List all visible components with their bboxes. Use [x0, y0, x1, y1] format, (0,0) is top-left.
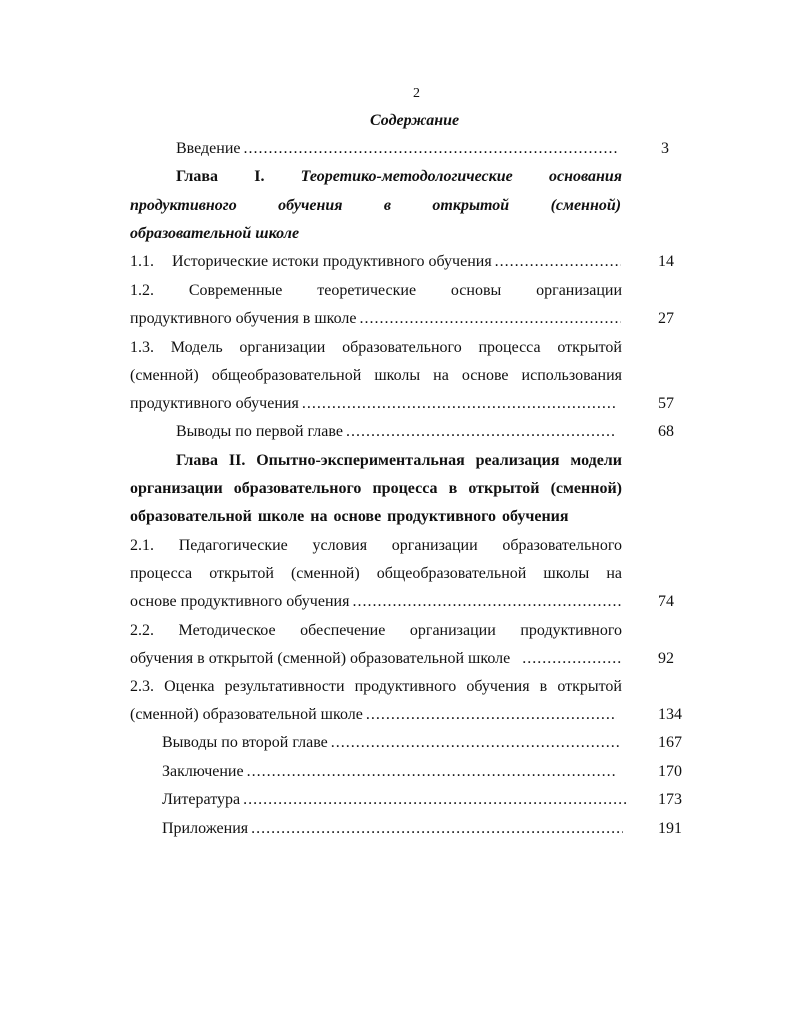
toc-entry-2-1-line-3[interactable]	[130, 591, 621, 613]
chapter-1-heading-line-3: образовательной школе	[130, 225, 300, 242]
toc-entry-2-2-line-2[interactable]	[130, 648, 621, 670]
chapter-word: Глава	[176, 168, 218, 185]
toc-label: Введение	[176, 140, 241, 157]
leader-dots	[328, 732, 619, 754]
toc-page: 14	[658, 253, 674, 270]
toc-entry-ch1-conclusions[interactable]	[176, 421, 617, 443]
chapter-1-heading-line-1	[176, 166, 622, 188]
toc-label: основе продуктивного обучения	[130, 593, 350, 610]
chapter-2-heading-line-2: организации образовательного процесса в открытой (сменной)	[130, 480, 622, 497]
toc-word: основы	[450, 282, 502, 299]
toc-entry-1-2-line-2[interactable]	[130, 308, 621, 330]
toc-label: (сменной) образовательной школе	[130, 706, 363, 723]
toc-entry-1-2-line-1[interactable]	[130, 280, 622, 302]
section-number: 1.1.	[130, 253, 154, 270]
toc-label: Приложения	[162, 820, 249, 837]
leader-dots	[357, 308, 621, 330]
toc-page: 27	[658, 310, 674, 327]
toc-entry-appendices[interactable]	[162, 818, 623, 840]
toc-entry-1-3-line-2[interactable]: (сменной) общеобразовательной школы на основе использования	[130, 367, 622, 384]
toc-entry-1-1[interactable]	[130, 251, 621, 273]
leader-dots	[343, 421, 617, 443]
toc-entry-ch2-conclusions[interactable]	[162, 732, 619, 754]
leader-dots	[510, 648, 621, 670]
chapter-1-heading-line-2	[130, 195, 621, 217]
chapter-title-word: Теоретико-методологические	[300, 168, 513, 185]
toc-entry-2-3-line-1[interactable]: 2.3. Оценка результативности продуктивного обучения в открытой	[130, 678, 622, 695]
toc-page: 134	[658, 706, 682, 723]
toc-page: 68	[658, 423, 674, 440]
leader-dots	[248, 818, 623, 840]
leader-dots	[241, 138, 619, 160]
toc-label: Исторические истоки продуктивного обучения	[172, 253, 492, 270]
chapter-title-word: продуктивного	[130, 197, 237, 214]
toc-title: Содержание	[370, 112, 460, 129]
leader-dots	[349, 591, 621, 613]
toc-entry-2-1-line-2[interactable]: процесса открытой (сменной) общеобразовательной школы на	[130, 565, 622, 582]
chapter-title-word: в	[383, 197, 392, 214]
toc-entry-2-2-line-1[interactable]: 2.2. Методическое обеспечение организации продуктивного	[130, 622, 622, 639]
toc-page: 170	[658, 763, 682, 780]
toc-entry-intro[interactable]	[176, 138, 618, 160]
toc-entry-1-3-line-3[interactable]	[130, 393, 617, 415]
toc-label: продуктивного обучения в школе	[130, 310, 357, 327]
toc-page: 191	[658, 820, 682, 837]
leader-dots	[244, 761, 617, 783]
toc-page: 167	[658, 734, 682, 751]
toc-entry-2-1-line-1[interactable]: 2.1. Педагогические условия организации образовательного	[130, 537, 622, 554]
toc-page: 3	[661, 140, 669, 157]
leader-dots	[240, 789, 627, 811]
chapter-numeral: I.	[254, 168, 265, 185]
toc-page: 173	[658, 791, 682, 808]
chapter-title-word: (сменной)	[550, 197, 622, 214]
toc-word: теоретические	[317, 282, 417, 299]
toc-label: обучения в открытой (сменной) образовательной школе	[130, 650, 511, 667]
toc-label: продуктивного обучения	[130, 395, 299, 412]
toc-entry-1-3-line-1[interactable]: 1.3. Модель организации образовательного процесса открытой	[130, 339, 622, 356]
chapter-2-heading-line-3: образовательной школе на основе продуктивного обучения	[130, 508, 569, 525]
page-number: 2	[413, 86, 420, 101]
toc-word: организации	[536, 282, 623, 299]
toc-page: 92	[658, 650, 674, 667]
toc-label: Выводы по первой главе	[176, 423, 343, 440]
toc-page: 74	[658, 593, 674, 610]
toc-label: Выводы по второй главе	[162, 734, 328, 751]
toc-entry-2-3-line-2[interactable]	[130, 704, 617, 726]
leader-dots	[363, 704, 617, 726]
toc-label: Литература	[162, 791, 241, 808]
chapter-title-word: открытой	[432, 197, 510, 214]
toc-entry-literature[interactable]	[162, 789, 627, 811]
toc-label: Заключение	[162, 763, 244, 780]
chapter-title-word: обучения	[278, 197, 343, 214]
leader-dots	[492, 251, 621, 273]
leader-dots	[299, 393, 617, 415]
toc-word: 1.2. Современные	[130, 282, 283, 299]
toc-entry-conclusion[interactable]	[162, 761, 617, 783]
chapter-2-heading-line-1: Глава II. Опытно-экспериментальная реализация модели	[176, 452, 622, 469]
toc-page: 57	[658, 395, 674, 412]
chapter-title-word: основания	[548, 168, 623, 185]
